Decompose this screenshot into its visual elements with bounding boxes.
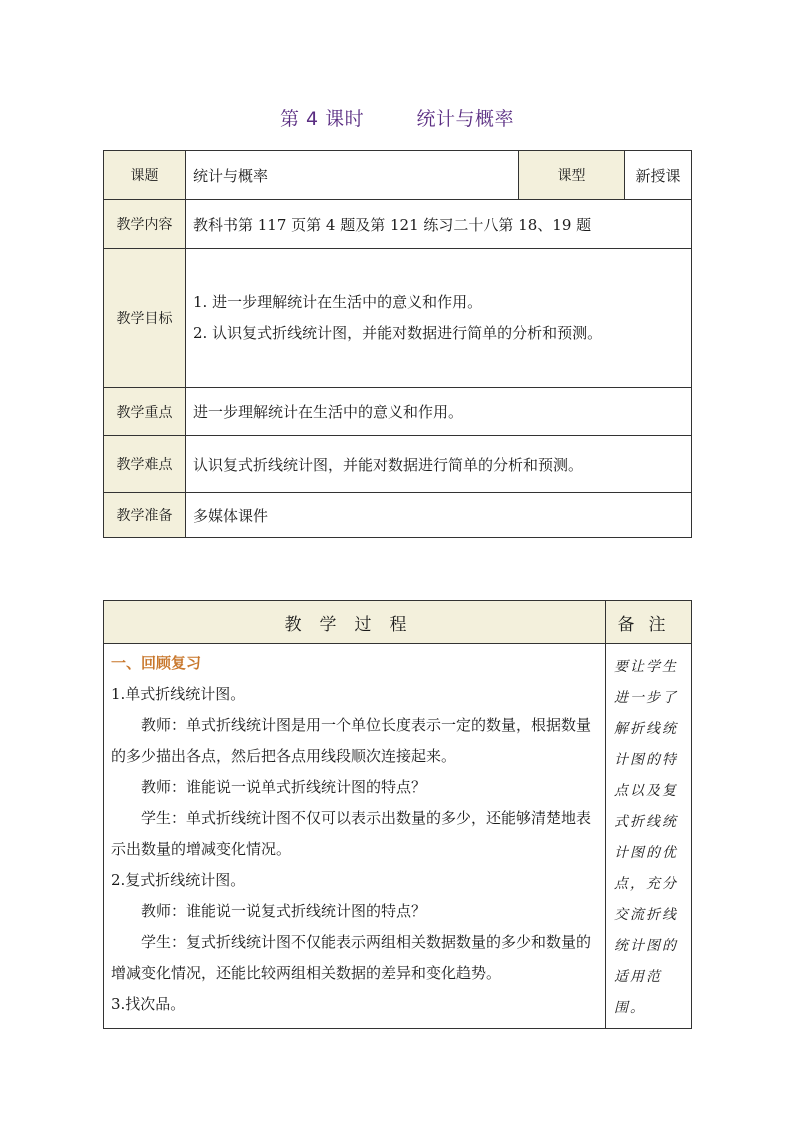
note-line: 计图的特: [614, 752, 678, 768]
process-line: 学生：复式折线统计图不仅能表示两组相关数据数量的多少和数量的增减变化情况，还能比较两组相关数据的差异和变化趋势。: [111, 933, 592, 982]
goal-label: 教学目标: [104, 249, 186, 388]
process-line: 学生：单式折线统计图不仅可以表示出数量的多少，还能够清楚地表示出数量的增减变化情况。: [111, 809, 592, 858]
goal-item: 2. 认识复式折线统计图，并能对数据进行简单的分析和预测。: [193, 324, 603, 342]
note-line: 式折线统: [614, 814, 678, 830]
note-line: 点，充分: [614, 876, 678, 892]
process-header: 教学过程: [104, 601, 606, 644]
note-line: 统计图的: [614, 938, 678, 954]
content-value: 教科书第 117 页第 4 题及第 121 练习二十八第 18、19 题: [186, 200, 692, 249]
note-line: 交流折线: [614, 907, 678, 923]
focus-label: 教学重点: [104, 388, 186, 436]
type-label: 课型: [519, 151, 625, 200]
process-line: 2.复式折线统计图。: [111, 871, 246, 889]
note-line: 要让学生: [614, 659, 678, 675]
process-line: 1.单式折线统计图。: [111, 685, 246, 703]
process-line: 教师：谁能说一说单式折线统计图的特点？: [141, 778, 427, 796]
process-line: 教师：谁能说一说复式折线统计图的特点？: [141, 902, 427, 920]
prep-label: 教学准备: [104, 493, 186, 538]
note-line: 点以及复: [614, 783, 678, 799]
content-label: 教学内容: [104, 200, 186, 249]
difficulty-label: 教学难点: [104, 436, 186, 493]
type-value: 新授课: [625, 151, 692, 200]
process-line: 3.找次品。: [111, 995, 186, 1013]
difficulty-value: 认识复式折线统计图，并能对数据进行简单的分析和预测。: [186, 436, 692, 493]
prep-value: 多媒体课件: [186, 493, 692, 538]
notes-column: [606, 644, 692, 1029]
section-heading: 一、回顾复习: [111, 654, 202, 672]
note-line: 进一步了: [614, 690, 678, 706]
goal-item: 1. 进一步理解统计在生活中的意义和作用。: [193, 293, 483, 311]
page-title: 第 4 课时 统计与概率: [280, 108, 514, 130]
process-body: [104, 644, 606, 1029]
topic-value: 统计与概率: [186, 151, 519, 200]
notes-header: 备注: [606, 601, 692, 644]
focus-value: 进一步理解统计在生活中的意义和作用。: [186, 388, 692, 436]
note-line: 适用范围。: [614, 969, 662, 1016]
topic-label: 课题: [104, 151, 186, 200]
note-line: 解折线统: [614, 721, 678, 737]
process-line: 教师：单式折线统计图是用一个单位长度表示一定的数量，根据数量的多少描出各点，然后把各点用线段顺次连接起来。: [111, 716, 592, 765]
teaching-process-table: [103, 600, 692, 1029]
goal-value: [186, 249, 692, 388]
note-line: 计图的优: [614, 845, 678, 861]
lesson-info-table: [103, 150, 692, 538]
